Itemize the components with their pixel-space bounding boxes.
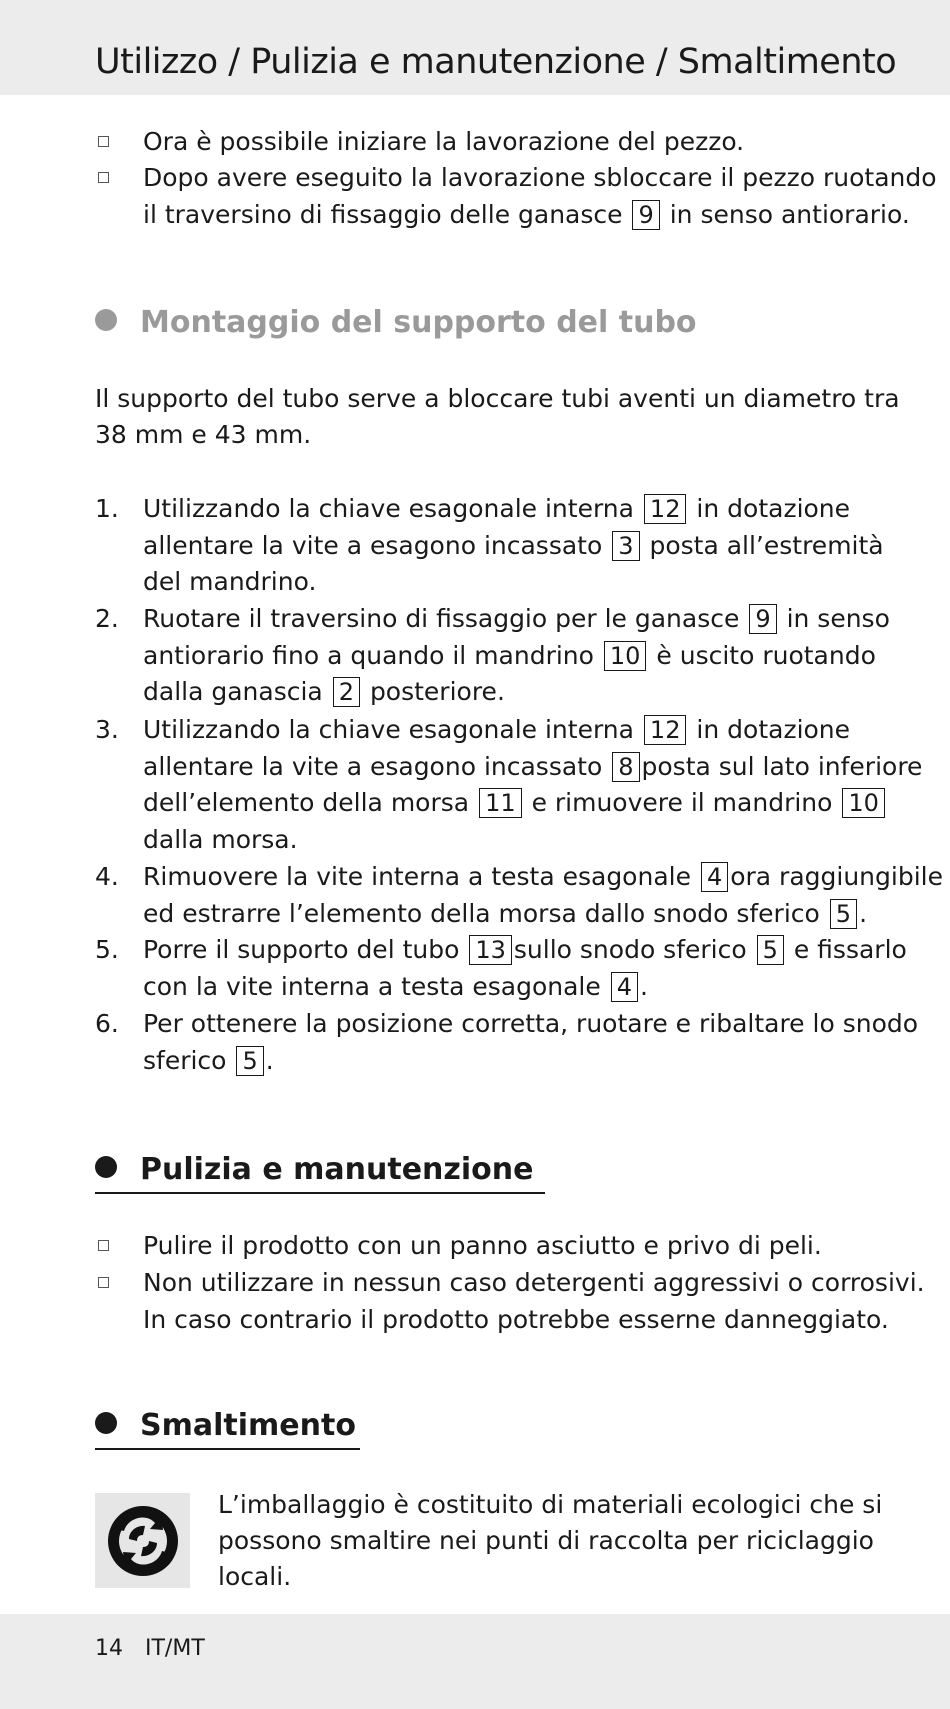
bullet-text: Non utilizzare in nessun caso detergenti aggressivi o corrosivi. [143, 1268, 925, 1297]
bullet-text: il traversino di fissaggio delle ganasce 9 in senso antiorario. [143, 199, 910, 229]
bullet-dot-icon [95, 309, 117, 331]
part-ref: 2 [333, 677, 360, 707]
page-number: 14 [95, 1636, 123, 1661]
bullet-text: Dopo avere eseguito la lavorazione sbloccare il pezzo ruotando [143, 163, 937, 192]
part-ref: 9 [632, 200, 659, 230]
part-ref: 13 [469, 935, 512, 965]
list-item [95, 160, 937, 233]
part-ref: 5 [757, 935, 784, 965]
step-number: 5. [95, 935, 119, 964]
step-number: 3. [95, 715, 119, 744]
intro-text: Il supporto del tubo serve a bloccare tubi aventi un diametro tra [95, 384, 900, 413]
step-item: 3. Utilizzando la chiave esagonale interna 12 in dotazione allentare la vite a esagono incassato 8 posta sul lato inferiore dell’elemento della morsa 11 e rimuovere il mandrino 10 dalla morsa. [95, 712, 875, 858]
step-number: 2. [95, 604, 119, 633]
green-dot-recycling-icon [95, 1493, 190, 1588]
part-ref: 9 [749, 604, 776, 634]
locale-label: IT/MT [145, 1636, 205, 1661]
step-number: 6. [95, 1009, 119, 1038]
step-item: 1. Utilizzando la chiave esagonale interna 12 in dotazione allentare la vite a esagono incassato 3 posta all’estremità del mandrino. [95, 491, 875, 601]
page-header [0, 0, 950, 95]
part-ref: 3 [612, 531, 639, 561]
page-footer [0, 1614, 950, 1709]
step-item: 6. Per ottenere la posizione corretta, ruotare e ribaltare lo snodo sferico 5 . [95, 1006, 875, 1079]
list-item [95, 124, 865, 161]
checkbox-bullet-icon [98, 136, 109, 147]
step-item: 4. Rimuovere la vite interna a testa esagonale 4 ora raggiungibile ed estrarre l’elemento della morsa dallo snodo sferico 5 . [95, 859, 875, 932]
section-heading-mount: Montaggio del supporto del tubo [95, 303, 697, 343]
list-item [95, 1265, 925, 1338]
part-ref: 5 [830, 899, 857, 929]
page-title: Utilizzo / Pulizia e manutenzione / Smaltimento [95, 42, 897, 82]
step-item: 2. Ruotare il traversino di fissaggio per le ganasce 9 in senso antiorario fino a quando il mandrino 10 è uscito ruotando dalla ganascia 2 posteriore. [95, 601, 875, 711]
checkbox-bullet-icon [98, 1240, 109, 1251]
bullet-dot-icon [95, 1412, 117, 1434]
disposal-text: possono smaltire nei punti di raccolta per riciclaggio [218, 1526, 874, 1555]
disposal-text: locali. [218, 1562, 292, 1591]
part-ref: 8 [612, 752, 639, 782]
part-ref: 4 [701, 862, 728, 892]
section-heading-disposal: Smaltimento [95, 1406, 360, 1450]
bullet-text: In caso contrario il prodotto potrebbe esserne danneggiato. [143, 1304, 889, 1334]
bullet-dot-icon [95, 1156, 117, 1178]
step-number: 1. [95, 494, 119, 523]
part-ref: 12 [644, 715, 687, 745]
footer-text [95, 1636, 205, 1661]
part-ref: 10 [604, 641, 647, 671]
bullet-text: Ora è possibile iniziare la lavorazione del pezzo. [143, 127, 745, 156]
part-ref: 4 [611, 972, 638, 1002]
bullet-text: Pulire il prodotto con un panno asciutto e privo di peli. [143, 1231, 822, 1260]
intro-text: 38 mm e 43 mm. [95, 420, 312, 449]
part-ref: 12 [644, 494, 687, 524]
section-heading-cleaning: Pulizia e manutenzione [95, 1150, 545, 1194]
step-item: 5. Porre il supporto del tubo 13 sullo snodo sferico 5 e fissarlo con la vite interna a testa esagonale 4 . [95, 932, 875, 1005]
list-item [95, 1228, 865, 1265]
part-ref: 11 [479, 788, 522, 818]
checkbox-bullet-icon [98, 1277, 109, 1288]
part-ref: 10 [842, 788, 885, 818]
part-ref: 5 [236, 1046, 263, 1076]
disposal-text: L’imballaggio è costituito di materiali ecologici che si [218, 1490, 883, 1519]
step-number: 4. [95, 862, 119, 891]
checkbox-bullet-icon [98, 172, 109, 183]
